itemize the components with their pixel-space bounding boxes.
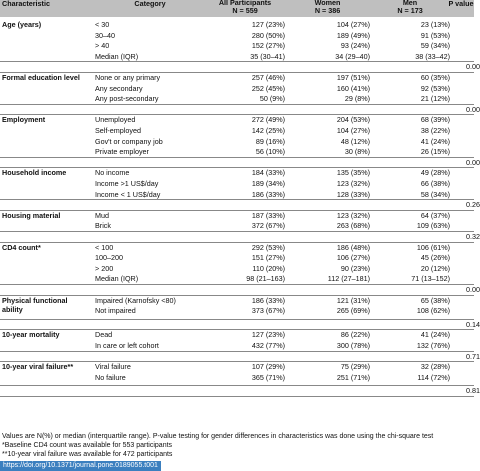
men-cell: 64 (37%) — [420, 210, 450, 220]
all-cell: 127 (23%) — [251, 330, 285, 340]
all-cell: 186 (33%) — [251, 295, 285, 305]
women-cell: 34 (29–40) — [335, 51, 370, 61]
row-divider — [0, 199, 474, 200]
all-cell: 110 (20%) — [252, 263, 285, 273]
category-cell: Gov't or company job — [95, 136, 163, 146]
header-all-n: N = 559 — [232, 6, 258, 15]
women-cell: 128 (33%) — [336, 189, 370, 199]
category-cell: Median (IQR) — [95, 51, 139, 61]
category-cell: < 100 — [95, 242, 114, 252]
category-cell: Dead — [95, 330, 113, 340]
header-characteristic: Characteristic — [2, 0, 50, 8]
row-divider — [0, 104, 474, 105]
category-cell: No failure — [95, 372, 126, 382]
women-cell: 204 (53%) — [336, 115, 370, 125]
women-cell: 75 (29%) — [340, 362, 370, 372]
header-men-n: N = 173 — [397, 6, 423, 15]
men-cell: 108 (62%) — [416, 306, 450, 316]
all-cell: 56 (10%) — [255, 147, 285, 157]
group-label: Housing material — [2, 210, 61, 220]
row-divider — [0, 284, 474, 285]
note: Values are N(%) or median (interquartile range). P-value testing for gender differences in characteristics was done using the chi-square test — [2, 433, 434, 440]
all-cell: 365 (71%) — [251, 372, 285, 382]
pvalue-cell: 0.00 — [466, 157, 480, 167]
category-cell: Viral failure — [95, 362, 131, 372]
category-cell: Unemployed — [95, 115, 136, 125]
all-cell: 107 (29%) — [251, 362, 285, 372]
header-pvalue: P value — [448, 0, 474, 8]
all-cell: 257 (46%) — [251, 73, 285, 82]
all-cell: 152 (27%) — [251, 41, 285, 51]
men-cell: 26 (15%) — [420, 147, 450, 157]
category-cell: Impaired (Karnofsky <80) — [95, 295, 176, 305]
pvalue-cell: 0.14 — [466, 319, 480, 329]
women-cell: 189 (49%) — [336, 30, 370, 40]
group-label: 10-year mortality — [2, 330, 60, 340]
category-cell: Any post-secondary — [95, 94, 159, 104]
men-cell: 66 (38%) — [420, 179, 450, 188]
men-cell: 20 (12%) — [420, 263, 450, 273]
category-cell: In care or left cohort — [95, 341, 159, 350]
header-women-n: N = 386 — [314, 6, 341, 15]
row-divider — [0, 61, 474, 62]
pvalue-cell: 0.00 — [466, 285, 480, 294]
category-cell: 30–40 — [95, 30, 115, 40]
men-cell: 71 (13–152) — [411, 274, 450, 284]
category-cell: Private employer — [95, 147, 149, 157]
men-cell: 49 (28%) — [420, 168, 450, 178]
men-cell: 38 (22%) — [420, 126, 450, 135]
all-cell: 373 (67%) — [251, 306, 285, 316]
men-cell: 32 (28%) — [420, 362, 450, 372]
header-all: All Participants — [218, 0, 272, 7]
women-cell: 86 (22%) — [340, 330, 370, 340]
men-cell: 58 (34%) — [420, 189, 450, 199]
group-label: Household income — [2, 168, 67, 178]
row-divider — [0, 396, 474, 397]
all-cell: 98 (21–163) — [246, 274, 285, 284]
all-cell: 89 (16%) — [255, 136, 285, 146]
category-cell: Self-employed — [95, 126, 141, 135]
women-cell: 30 (8%) — [344, 147, 370, 157]
women-cell: 29 (8%) — [344, 94, 370, 104]
pvalue-cell: 0.32 — [466, 232, 480, 241]
men-cell: 68 (39%) — [420, 115, 450, 125]
women-cell: 186 (48%) — [336, 242, 370, 252]
women-cell: 123 (32%) — [336, 179, 370, 188]
row-divider — [0, 231, 474, 232]
note: **10-year viral failure was available for 472 participants — [2, 451, 173, 458]
pvalue-cell: 0.26 — [466, 200, 480, 210]
pvalue-cell: 0.00 — [466, 104, 480, 114]
category-cell: > 200 — [95, 263, 114, 273]
category-cell: > 40 — [95, 41, 110, 51]
header-women: Women — [314, 0, 341, 7]
men-cell: 41 (24%) — [420, 330, 450, 340]
all-cell: 127 (23%) — [251, 20, 285, 29]
all-cell: 292 (53%) — [251, 242, 285, 252]
men-cell: 60 (35%) — [420, 73, 450, 82]
all-cell: 272 (49%) — [251, 115, 285, 125]
group-label: CD4 count* — [2, 242, 41, 252]
all-cell: 372 (67%) — [251, 221, 285, 231]
header-men: Men — [402, 0, 418, 7]
doi-link[interactable]: https://doi.org/10.1371/journal.pone.0189055.t001 — [0, 461, 161, 471]
men-cell: 92 (53%) — [420, 83, 450, 93]
women-cell: 123 (32%) — [336, 210, 370, 220]
all-cell: 142 (25%) — [251, 126, 285, 135]
women-cell: 121 (31%) — [336, 295, 370, 305]
row-divider — [0, 385, 474, 386]
women-cell: 135 (35%) — [336, 168, 370, 178]
women-cell: 197 (51%) — [336, 73, 370, 82]
all-cell: 280 (50%) — [251, 30, 285, 40]
women-cell: 48 (12%) — [340, 136, 370, 146]
group-label: Physical functional ability — [2, 295, 68, 314]
all-cell: 187 (33%) — [251, 210, 285, 220]
all-cell: 184 (33%) — [251, 168, 285, 178]
men-cell: 114 (72%) — [417, 372, 450, 382]
group-label: 10-year viral failure** — [2, 362, 74, 372]
category-cell: Income < 1 US$/day — [95, 189, 161, 199]
row-divider — [0, 157, 474, 158]
women-cell: 265 (69%) — [336, 306, 370, 316]
men-cell: 65 (38%) — [420, 295, 450, 305]
women-cell: 106 (27%) — [336, 253, 370, 263]
category-cell: Median (IQR) — [95, 274, 139, 284]
all-cell: 151 (27%) — [251, 253, 285, 263]
all-cell: 432 (77%) — [251, 341, 285, 350]
all-cell: 50 (9%) — [259, 94, 285, 104]
row-divider — [0, 351, 474, 352]
category-cell: Mud — [95, 210, 109, 220]
category-cell: None or any primary — [95, 73, 161, 82]
all-cell: 252 (45%) — [251, 83, 285, 93]
pvalue-cell: 0.00 — [466, 62, 480, 72]
men-cell: 59 (34%) — [420, 41, 450, 51]
group-label: Formal education level — [2, 73, 80, 82]
men-cell: 45 (26%) — [420, 253, 450, 263]
men-cell: 109 (63%) — [416, 221, 450, 231]
women-cell: 263 (68%) — [336, 221, 370, 231]
note: *Baseline CD4 count was available for 553 participants — [2, 442, 173, 449]
all-cell: 35 (30–41) — [250, 51, 285, 61]
men-cell: 41 (24%) — [420, 136, 450, 146]
pvalue-cell: 0.81 — [466, 386, 480, 396]
women-cell: 300 (78%) — [336, 341, 370, 350]
women-cell: 104 (27%) — [336, 20, 370, 29]
header-category: Category — [134, 0, 166, 8]
category-cell: Not impaired — [95, 306, 136, 316]
women-cell: 160 (41%) — [336, 83, 370, 93]
women-cell: 90 (23%) — [340, 263, 370, 273]
men-cell: 38 (33–42) — [415, 51, 450, 61]
all-cell: 189 (34%) — [251, 179, 285, 188]
table-header — [0, 0, 474, 17]
men-cell: 106 (61%) — [416, 242, 450, 252]
category-cell: No income — [95, 168, 130, 178]
women-cell: 104 (27%) — [336, 126, 370, 135]
women-cell: 251 (71%) — [336, 372, 370, 382]
category-cell: 100–200 — [95, 253, 123, 263]
category-cell: Income >1 US$/day — [95, 179, 159, 188]
row-divider — [0, 319, 474, 320]
group-label: Employment — [2, 115, 46, 125]
category-cell: Brick — [95, 221, 111, 231]
pvalue-cell: 0.71 — [466, 351, 480, 361]
all-cell: 186 (33%) — [251, 189, 285, 199]
men-cell: 21 (12%) — [420, 94, 450, 104]
group-label: Age (years) — [2, 20, 42, 29]
category-cell: Any secondary — [95, 83, 143, 93]
men-cell: 132 (76%) — [416, 341, 450, 350]
category-cell: < 30 — [95, 20, 110, 29]
women-cell: 93 (24%) — [340, 41, 370, 51]
women-cell: 112 (27–181) — [327, 274, 370, 284]
men-cell: 91 (53%) — [420, 30, 450, 40]
men-cell: 23 (13%) — [420, 20, 450, 29]
